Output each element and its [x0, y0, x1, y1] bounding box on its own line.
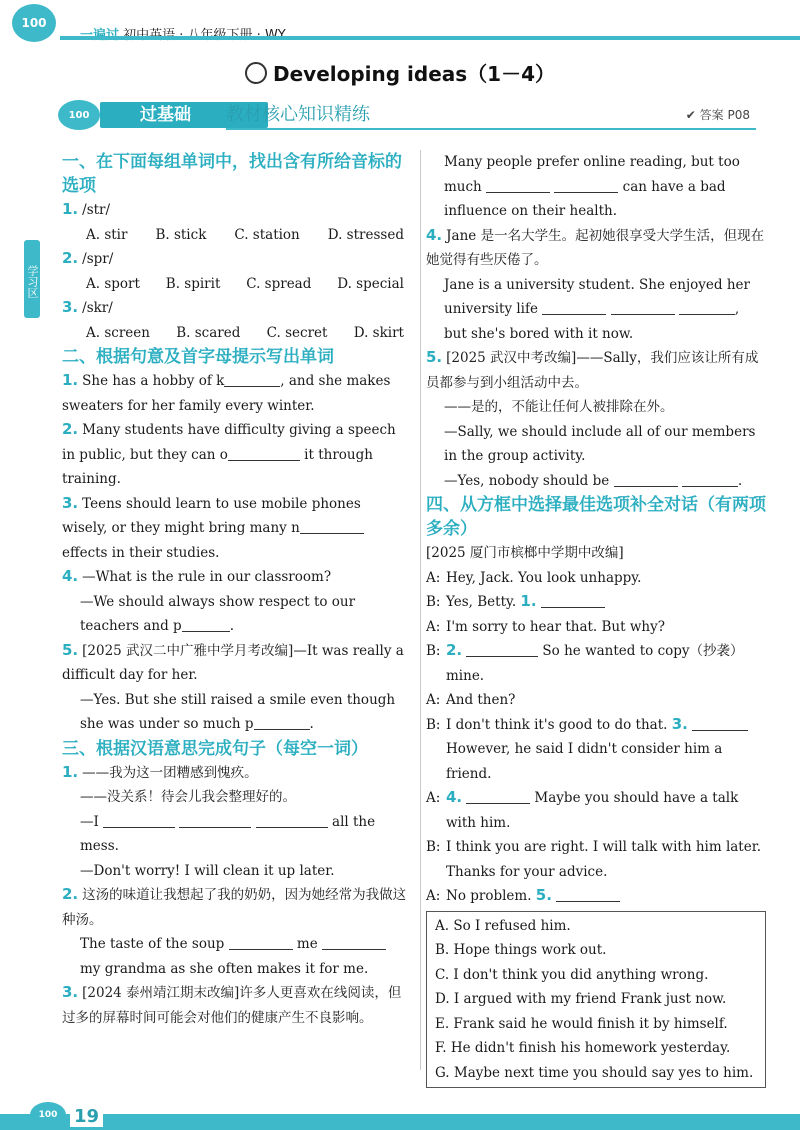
choice-item[interactable]: G. Maybe next time you should say yes to him.	[435, 1064, 754, 1081]
phonetic: /skr/	[82, 300, 113, 316]
s2-q5	[62, 639, 410, 737]
footer-stripe	[0, 1114, 800, 1130]
dialogue-line	[426, 786, 766, 835]
lesson-badge-icon	[245, 62, 267, 84]
footer	[0, 1100, 800, 1130]
q-text: , and she makes sweaters for her family every winter.	[62, 373, 391, 414]
line-text: I think you are right. I will talk with him later. Thanks for your advice.	[446, 839, 761, 880]
q-text: —Yes. But she still raised a smile even though she was under so much p	[80, 691, 396, 732]
qnum: 4.	[446, 788, 463, 806]
top-band	[0, 0, 800, 50]
s3-q1	[62, 761, 410, 884]
choice-item[interactable]: D. I argued with my friend Frank just now.	[435, 991, 727, 1007]
choices-box	[426, 911, 766, 1089]
section-4-heading: 四、从方框中选择最佳选项补全对话（有两项多余）	[426, 495, 766, 539]
q-text: me	[296, 936, 318, 952]
answer-blank[interactable]	[466, 641, 538, 657]
line-text: So he wanted to copy（抄袭）mine.	[446, 643, 744, 684]
q-text: —It was really a difficult day for her.	[62, 642, 404, 683]
dialogue-line	[426, 639, 766, 688]
s3-q4	[426, 224, 766, 347]
answer-blank[interactable]	[486, 177, 550, 193]
page-number: 19	[70, 1106, 103, 1127]
q-text: —I	[80, 813, 99, 830]
s1-q2	[62, 247, 410, 296]
dialogue-line	[426, 590, 766, 615]
s3-q2	[62, 883, 410, 981]
answer-blank[interactable]	[682, 471, 738, 487]
qnum: 3.	[62, 493, 79, 512]
option[interactable]: C. station	[234, 226, 300, 243]
line-text: Yes, Betty.	[446, 594, 521, 610]
q-text: .	[229, 618, 234, 634]
answer-ref[interactable]: ✔ 答案 P08	[685, 108, 750, 122]
qnum: 4.	[62, 567, 79, 585]
qnum: 2.	[62, 249, 79, 267]
series-line	[80, 24, 286, 43]
line-text: Maybe you should have a talk with him.	[446, 790, 739, 831]
qnum: 3.	[62, 983, 79, 1001]
q-text: —We should always show respect to our teachers and p	[80, 593, 356, 634]
qnum: 5.	[62, 640, 79, 659]
option[interactable]: B. spirit	[165, 275, 221, 292]
answer-blank[interactable]	[679, 299, 735, 315]
q-text: my grandma as she often makes it for me.	[80, 960, 369, 977]
q-text: effects in their studies.	[62, 544, 220, 561]
s2-q3	[62, 492, 410, 566]
answer-blank[interactable]	[611, 299, 675, 315]
s4-source: [2025 厦门市槟榔中学期中改编]	[426, 545, 624, 561]
side-tab: 学习区	[24, 240, 40, 318]
speaker: B:	[426, 839, 441, 855]
q-source: [2024 泰州靖江期末改编]	[82, 985, 240, 1001]
option[interactable]: B. scared	[176, 324, 241, 341]
banner-subtitle: 教材核心知识精练	[226, 104, 370, 125]
speaker: B:	[426, 643, 441, 659]
qnum: 5.	[426, 348, 443, 366]
option[interactable]: C. spread	[246, 275, 312, 292]
qnum: 1.	[62, 371, 79, 389]
section-3-heading: 三、根据汉语意思完成句子（每空一词）	[62, 738, 368, 759]
speaker: A:	[426, 569, 441, 586]
speaker: A:	[426, 618, 441, 635]
qnum: 2.	[446, 641, 463, 659]
right-column	[426, 150, 766, 1088]
answer-blank[interactable]	[541, 592, 605, 608]
choice-item[interactable]: F. He didn't finish his homework yesterday.	[435, 1040, 731, 1056]
option[interactable]: A. sport	[86, 275, 140, 292]
answer-blank[interactable]	[229, 934, 293, 950]
mascot-icon: 100	[58, 100, 100, 130]
q-text: ——Sally，我们应该让所有成员都参与到小组活动中去。	[426, 350, 759, 391]
q-text: ——没关系！待会儿我会整理好的。	[80, 789, 296, 805]
section-banner	[58, 98, 758, 132]
answer-blank[interactable]	[466, 788, 530, 804]
answer-ref-text: 答案 P08	[699, 108, 750, 122]
answer-blank[interactable]	[224, 371, 280, 387]
answer-blank[interactable]	[179, 812, 251, 828]
q-text: —Sally, we should include all of our members in the group activity.	[444, 423, 756, 464]
s2-q2	[62, 418, 410, 492]
q-text: —Don't worry! I will clean it up later.	[80, 862, 335, 879]
qnum: 2.	[62, 885, 79, 903]
s1-q3	[62, 296, 410, 345]
q-text: She has a hobby of k	[82, 373, 225, 389]
lesson-title	[0, 58, 800, 87]
q-text: ——我为这一团糟感到愧疚。	[82, 764, 258, 781]
s2-q1	[62, 369, 410, 418]
dialogue-line	[426, 615, 766, 640]
speaker: B:	[426, 594, 441, 610]
qnum: 1.	[62, 762, 79, 781]
s3-q5	[426, 346, 766, 493]
header-stripe	[60, 36, 800, 40]
answer-blank[interactable]	[554, 177, 618, 193]
qnum: 1.	[520, 592, 537, 610]
footer-logo-icon: 100	[30, 1102, 66, 1128]
s2-q4	[62, 565, 410, 639]
option[interactable]: D. skirt	[353, 324, 404, 341]
q-text: Many people prefer online reading, but too much	[444, 154, 740, 195]
choice-item[interactable]: E. Frank said he would finish it by himself.	[435, 1015, 728, 1032]
line-text: I'm sorry to hear that. But why?	[446, 618, 665, 635]
q-text: 许多人更喜欢在线阅读，但过多的屏幕时间可能会对他们的健康产生不良影响。	[62, 985, 402, 1026]
answer-blank[interactable]	[692, 715, 748, 731]
choice-item[interactable]: C. I don't think you did anything wrong.	[435, 966, 709, 983]
option[interactable]: B. stick	[155, 226, 207, 243]
banner-tag: 过基础	[100, 102, 268, 128]
option[interactable]: D. stressed	[327, 226, 404, 243]
s1-q1	[62, 198, 410, 247]
qnum: 3.	[671, 714, 688, 733]
choice-item[interactable]: A. So I refused him.	[435, 917, 571, 934]
qnum: 2.	[62, 420, 79, 438]
q-source: [2025 武汉二中广雅中学月考改编]	[82, 642, 294, 659]
s3-q3-start	[62, 981, 410, 1030]
choice-item[interactable]: B. Hope things work out.	[435, 942, 607, 958]
dialogue-line	[426, 835, 766, 884]
answer-blank[interactable]	[182, 616, 230, 632]
option[interactable]: C. secret	[266, 324, 328, 341]
qnum: 5.	[535, 886, 552, 904]
q-text: Many students have difficulty giving a speech in public, but they can o	[62, 422, 396, 463]
q-source: [2025 武汉中考改编]	[446, 350, 577, 366]
qnum: 3.	[62, 298, 79, 316]
speaker: B:	[426, 716, 441, 733]
banner-underline	[226, 128, 756, 130]
line-text: And then?	[446, 692, 516, 708]
left-column	[62, 150, 410, 1030]
section-2-heading: 二、根据句意及首字母提示写出单词	[62, 347, 334, 367]
qnum: 4.	[426, 225, 443, 244]
answer-blank[interactable]	[614, 471, 678, 487]
dialogue-line	[426, 566, 766, 591]
dialogue-line	[426, 713, 766, 787]
q-text: all the mess.	[80, 813, 376, 854]
answer-blank[interactable]	[300, 518, 364, 534]
q-text: —What is the rule in our classroom?	[82, 569, 332, 585]
speaker: A:	[426, 692, 441, 708]
speaker: A:	[426, 888, 441, 904]
brand-logo-icon: 100	[12, 4, 56, 42]
answer-blank[interactable]	[228, 445, 300, 461]
q-text: .	[737, 472, 743, 489]
answer-blank[interactable]	[254, 714, 310, 730]
answer-blank[interactable]	[256, 812, 328, 828]
q-text: 这汤的味道让我想起了我的奶奶，因为她经常为我做这种汤。	[62, 887, 407, 928]
q-text: Jane 是一名大学生。起初她很享受大学生活，但现在她觉得有些厌倦了。	[426, 227, 765, 268]
s3-q3-cont	[426, 150, 766, 224]
option[interactable]: A. stir	[86, 226, 128, 243]
q-text: The taste of the soup	[80, 936, 225, 952]
column-divider	[420, 150, 421, 1070]
dialogue-line	[426, 884, 766, 909]
option[interactable]: D. special	[337, 275, 404, 292]
speaker: A:	[426, 790, 441, 806]
answer-blank[interactable]	[556, 886, 620, 902]
q-text: —Yes, nobody should be	[444, 472, 610, 489]
section-1-heading: 一、在下面每组单词中，找出含有所给音标的选项	[62, 152, 402, 196]
answer-blank[interactable]	[103, 812, 175, 828]
phonetic: /spr/	[82, 251, 114, 267]
lesson-title-text: Developing ideas（1－4）	[272, 62, 556, 86]
q-text: can have a bad influence on their health.	[444, 178, 726, 219]
line-text: I don't think it's good to do that.	[446, 716, 672, 733]
phonetic: /str/	[82, 202, 111, 218]
q-text: Teens should learn to use mobile phones wisely, or they might bring many n	[62, 495, 361, 536]
line-text: However, he said I didn't consider him a friend.	[446, 741, 723, 782]
line-text: Hey, Jack. You look unhappy.	[446, 569, 642, 586]
option[interactable]: A. screen	[86, 324, 150, 341]
qnum: 1.	[62, 200, 79, 218]
answer-blank[interactable]	[542, 299, 606, 315]
dialogue-line	[426, 688, 766, 713]
line-text: No problem.	[446, 888, 536, 904]
q-text: it through training.	[62, 446, 373, 487]
q-text: ——是的，不能让任何人被排除在外。	[444, 399, 674, 415]
q-text: , but she's bored with it now.	[444, 301, 740, 342]
answer-blank[interactable]	[322, 934, 386, 950]
q-text: .	[309, 716, 314, 732]
q-text: Jane is a university student. She enjoyed her university life	[444, 276, 750, 317]
